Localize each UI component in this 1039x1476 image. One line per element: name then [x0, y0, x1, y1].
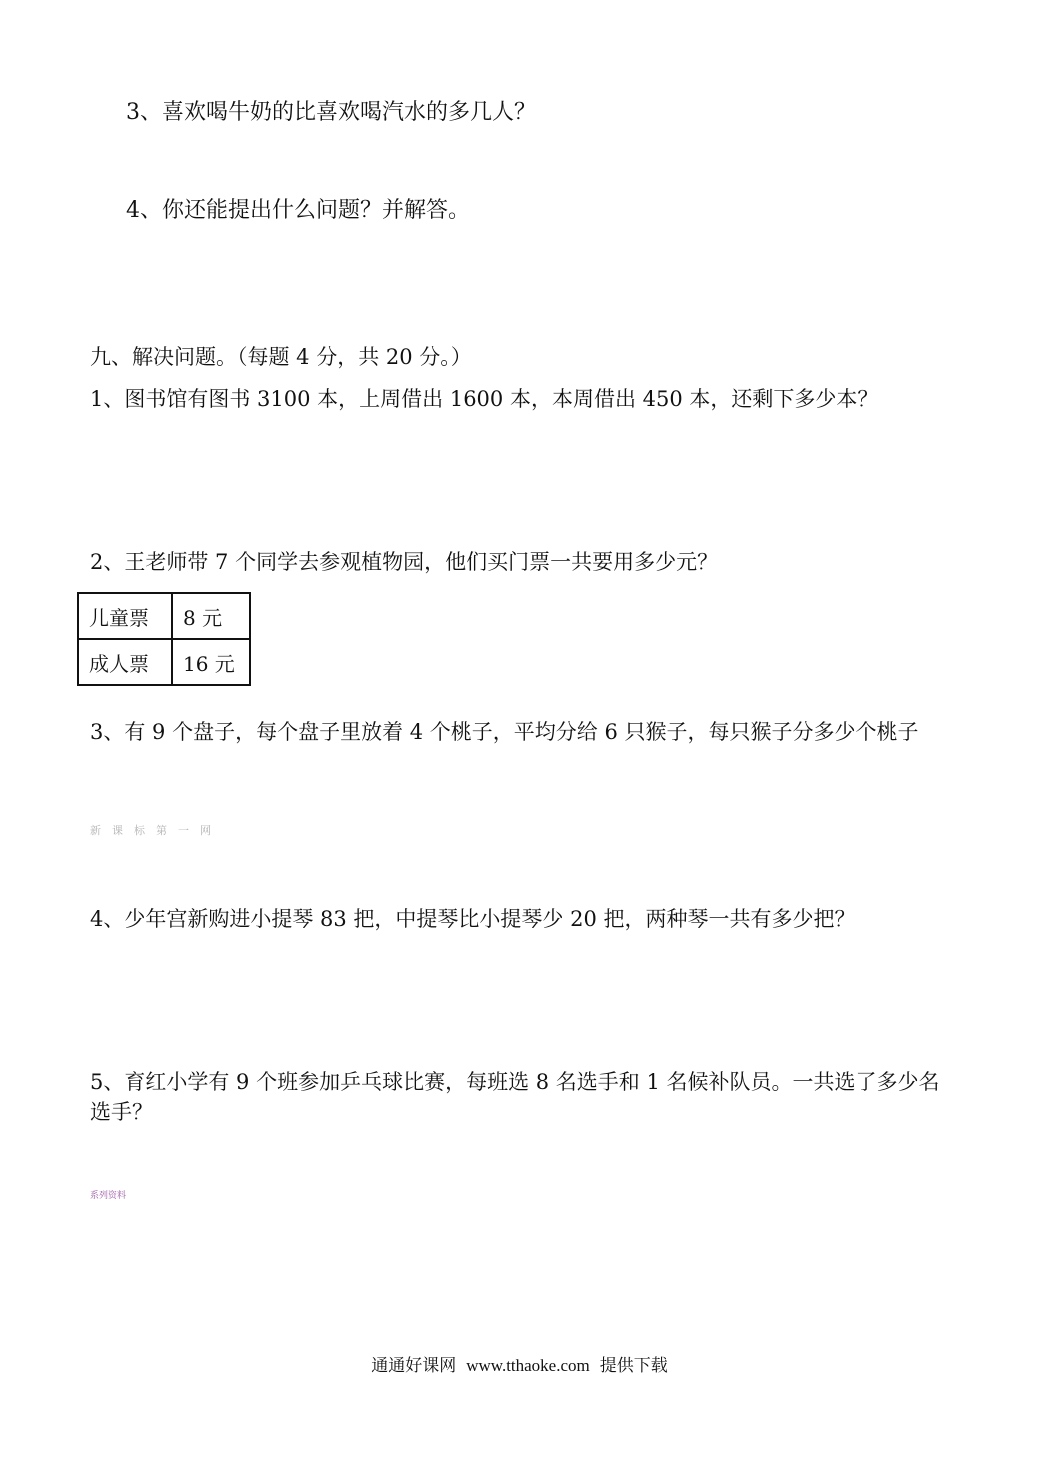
problem-3: 3、有 9 个盘子，每个盘子里放着 4 个桃子，平均分给 6 只猴子，每只猴子分多少个桃子 — [90, 720, 919, 744]
ticket-type-cell: 成人票 — [78, 639, 172, 685]
ticket-price-table — [77, 592, 251, 686]
ticket-type-cell: 儿童票 — [78, 593, 172, 639]
table-row — [78, 593, 250, 639]
watermark-text: 新课标第一网 — [90, 824, 222, 837]
series-tag: 系列资料 — [90, 1191, 127, 1201]
section-title: 九、解决问题。（每题 4 分，共 20 分。） — [90, 345, 472, 369]
footer-url: www.tthaoke.com — [466, 1356, 590, 1375]
footer-site-name: 通通好课网 — [371, 1356, 457, 1376]
problem-4: 4、少年宫新购进小提琴 83 把，中提琴比小提琴少 20 把，两种琴一共有多少把？ — [90, 907, 856, 931]
table-row — [78, 639, 250, 685]
question-4-prev: 4、你还能提出什么问题？并解答。 — [126, 198, 470, 223]
page-footer — [0, 1351, 1039, 1376]
problem-5-line-1: 5、育红小学有 9 个班参加乒乓球比赛，每班选 8 名选手和 1 名候补队员。一共选了多少名 — [90, 1070, 940, 1094]
ticket-price-cell: 8 元 — [172, 593, 250, 639]
ticket-price-cell: 16 元 — [172, 639, 250, 685]
footer-note: 提供下载 — [599, 1356, 668, 1376]
problem-5-line-2: 选手？ — [90, 1100, 153, 1124]
problem-1: 1、图书馆有图书 3100 本，上周借出 1600 本，本周借出 450 本，还剩下多少本？ — [90, 387, 879, 411]
question-3-prev: 3、喜欢喝牛奶的比喜欢喝汽水的多几人？ — [126, 100, 536, 125]
problem-2: 2、王老师带 7 个同学去参观植物园，他们买门票一共要用多少元？ — [90, 550, 719, 574]
